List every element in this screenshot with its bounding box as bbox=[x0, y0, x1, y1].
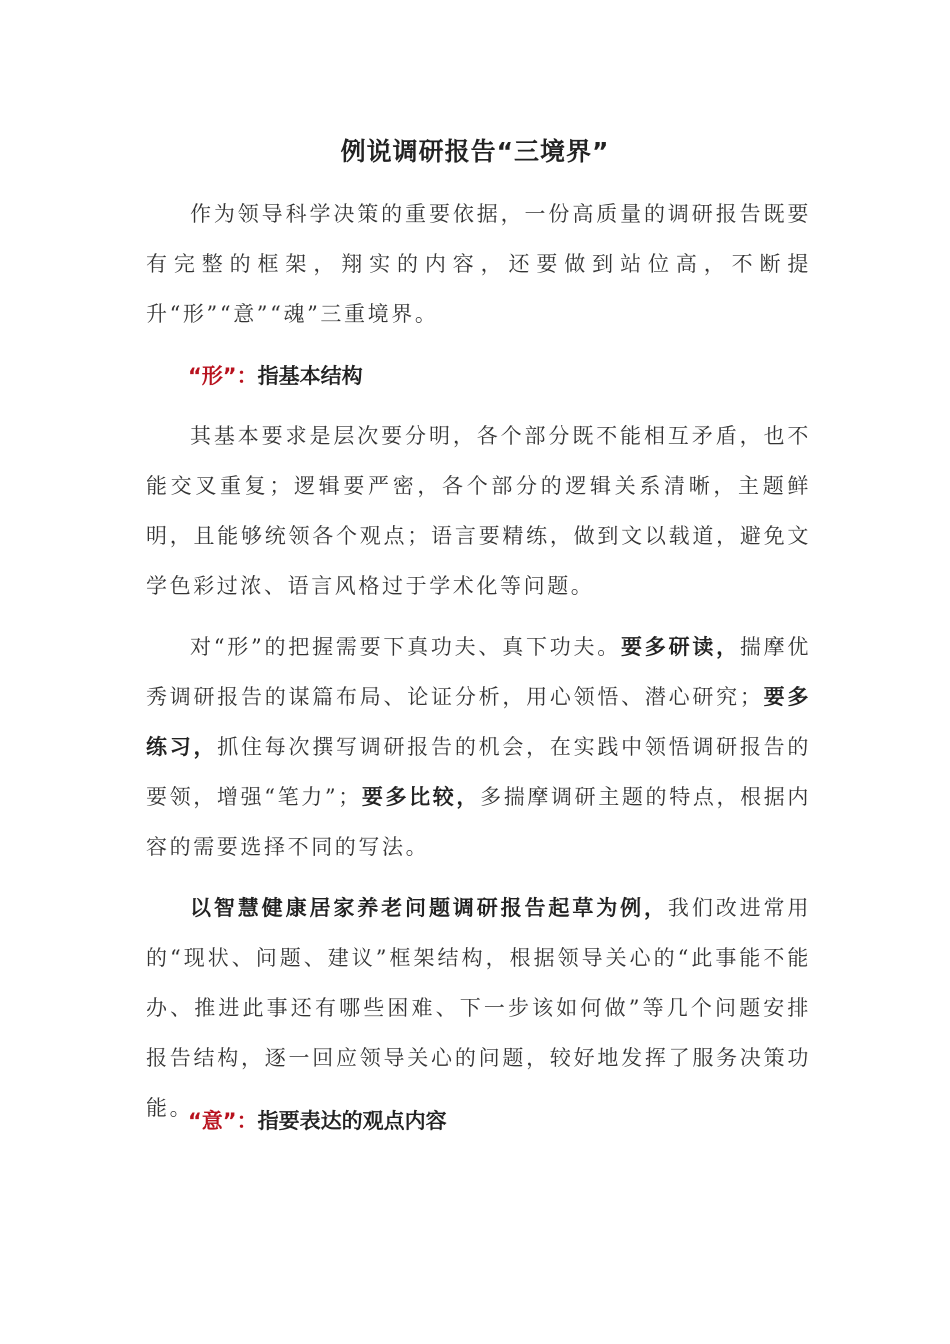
document-title: 例说调研报告“三境界” bbox=[340, 137, 610, 166]
text-run: 对“形”的把握需要下真功夫、真下功夫。 bbox=[190, 635, 622, 659]
text-run: 我们改进常用的“现状、问题、建议”框架结构，根据领导关心的“此事能不能办、推进此事还有哪些困难、下一步该如何做”等几个问题安排报告结构，逐一回应领导关心的问题，较好地发挥了服务决策功能。 bbox=[146, 896, 811, 1120]
bold-run: 要多练习， bbox=[146, 685, 811, 759]
section-label: 指要表达的观点内容 bbox=[257, 1109, 447, 1133]
intro-paragraph: 作为领导科学决策的重要依据，一份高质量的调研报告既要有完整的框架，翔实的内容，还要做到站位高，不断提升“形”“意”“魂”三重境界。 bbox=[146, 202, 811, 326]
body-paragraph bbox=[146, 883, 811, 1133]
section-mark: “形”： bbox=[188, 364, 258, 388]
bold-run: 要多研读， bbox=[621, 635, 740, 659]
body-paragraph: 其基本要求是层次要分明，各个部分既不能相互矛盾，也不能交叉重复；逻辑要严密，各个部分的逻辑关系清晰，主题鲜明，且能够统领各个观点；语言要精练，做到文以载道，避免文学色彩过浓、语言风格过于学术化等问题。 bbox=[146, 424, 811, 598]
section-heading-form bbox=[188, 361, 363, 391]
section-heading-meaning bbox=[188, 1106, 447, 1136]
text-run: 揣摩优秀调研报告的谋篇布局、论证分析，用心领悟、潜心研究； bbox=[146, 635, 812, 709]
section-mark: “意”： bbox=[188, 1109, 258, 1133]
text-run: 抓住每次撰写调研报告的机会，在实践中领悟调研报告的要领，增强“笔力”； bbox=[146, 735, 811, 809]
bold-run: 以智慧健康居家养老问题调研报告起草为例， bbox=[190, 896, 668, 920]
body-paragraph bbox=[146, 622, 811, 872]
text-run: 多揣摩调研主题的特点，根据内容的需要选择不同的写法。 bbox=[146, 785, 811, 859]
section-label: 指基本结构 bbox=[257, 364, 363, 388]
bold-run: 要多比较， bbox=[361, 785, 481, 809]
